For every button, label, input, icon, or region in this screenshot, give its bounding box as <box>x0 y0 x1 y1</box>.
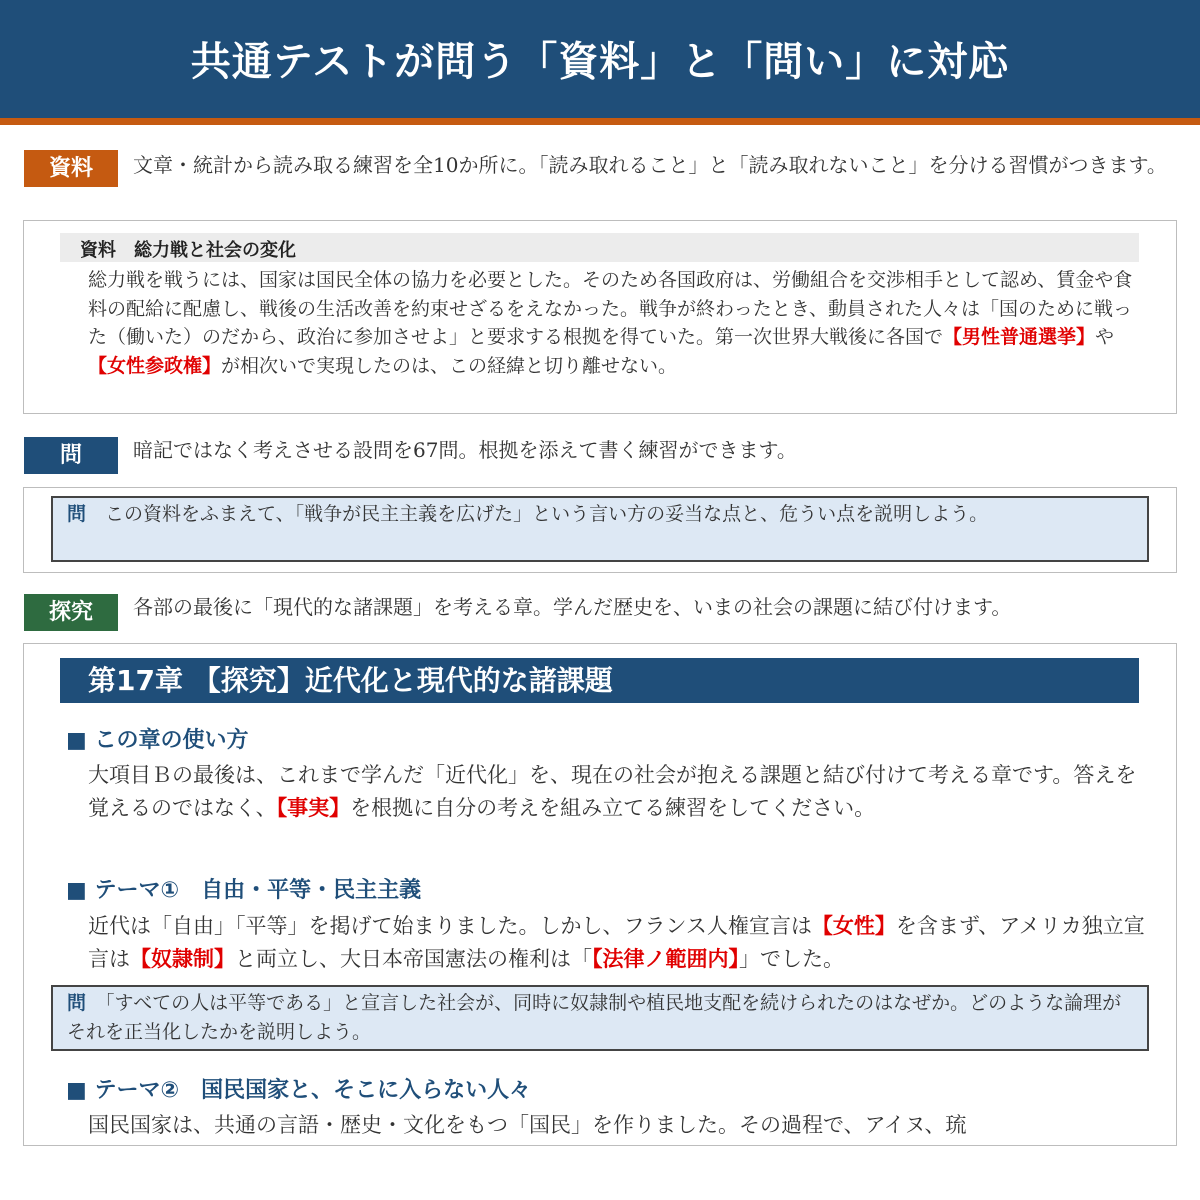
theme2-heading: ■ テーマ② 国民国家と、そこに入らない人々 <box>66 1078 532 1103</box>
usage-text <box>88 760 1150 824</box>
theme1-text-part2: を含まず、アメリカ独立宣言は <box>88 914 1145 971</box>
theme1-question-label: 問 <box>67 992 87 1014</box>
theme1-question-text: 「すべての人は平等である」と宣言した社会が、同時に奴隷制や植民地支配を続けられたのはなぜか。どのような論理がそれを正当化したかを説明しよう。 <box>67 992 1122 1043</box>
source-highlight-women-suffrage: 【女性参政権】 <box>88 354 222 377</box>
usage-text-after: を根拠に自分の考えを組み立てる練習をしてください。 <box>350 795 876 820</box>
theme2-text: 国民国家は、共通の言語・歴史・文化をもつ「国民」を作りました。その過程で、アイヌ、琉 <box>88 1113 967 1137</box>
chapter-title: 第17章 【探究】近代化と現代的な諸課題 <box>88 664 613 697</box>
theme1-question-box <box>51 985 1149 1051</box>
page-title: 共通テストが問う「資料」と「問い」に対応 <box>190 39 1010 85</box>
theme1-text <box>88 910 1150 975</box>
usage-text-before: 大項目Ｂの最後は、これまで学んだ「近代化」を、現在の社会が抱える課題と結び付けて考える章です。答えを覚えるのではなく、 <box>88 763 1137 820</box>
shiryo-tag: 資料 <box>24 150 118 187</box>
question-label: 問 <box>67 503 87 525</box>
source-body-after: が相次いで実現したのは、この経緯と切り離せない。 <box>221 354 678 377</box>
toi-tag: 問 <box>24 437 118 474</box>
header-accent-stripe <box>0 118 1200 125</box>
usage-highlight-fact: 【事実】 <box>276 794 351 820</box>
theme1-highlight-women: 【女性】 <box>811 913 896 938</box>
tankyu-tag: 探究 <box>24 594 118 631</box>
source-body-text <box>88 266 1142 380</box>
question-sample-box <box>51 496 1149 562</box>
source-body-before: 総力戦を戦うには、国家は国民全体の協力を必要とした。そのため各国政府は、労働組合を交渉相手として認め、賃金や食料の配給に配慮し、戦後の生活改善を約束せざるをえなかった。戦争が終わったとき、動員された人々は「国のために戦った（働いた）のだから、政治に参加させよ」と要求する根拠を得ていた。第一次世界大戦後に各国で <box>88 269 1133 348</box>
theme1-text-part1: 近代は「自由」「平等」を掲げて始まりました。しかし、フランス人権宣言は <box>88 914 812 938</box>
source-title: 資料 総力戦と社会の変化 <box>80 240 296 261</box>
source-highlight-male-suffrage: 【男性普通選挙】 <box>943 326 1096 348</box>
usage-heading: ■ この章の使い方 <box>66 728 249 753</box>
theme1-text-part4: 」でした。 <box>739 946 844 971</box>
theme1-text-part3: と両立し、大日本帝国憲法の権利は「 <box>235 946 592 971</box>
source-body-middle: や <box>1095 326 1115 348</box>
tankyu-intro-text: 各部の最後に「現代的な諸課題」を考える章。学んだ歴史を、いまの社会の課題に結び付けます。 <box>133 595 1012 619</box>
shiryo-intro-text: 文章・統計から読み取る練習を全10か所に。「読み取れること」と「読み取れないこと」を分ける習慣がつきます。 <box>133 153 1167 177</box>
theme1-highlight-slavery: 【奴隷制】 <box>130 945 235 971</box>
question-text: この資料をふまえて、「戦争が民主主義を広げた」という言い方の妥当な点と、危うい点を説明しよう。 <box>105 503 989 525</box>
toi-intro-text: 暗記ではなく考えさせる設問を67問。根拠を添えて書く練習ができます。 <box>133 438 797 462</box>
theme1-heading: ■ テーマ① 自由・平等・民主主義 <box>66 878 422 903</box>
theme1-highlight-law-limit: 【法律ノ範囲内】 <box>592 945 739 971</box>
